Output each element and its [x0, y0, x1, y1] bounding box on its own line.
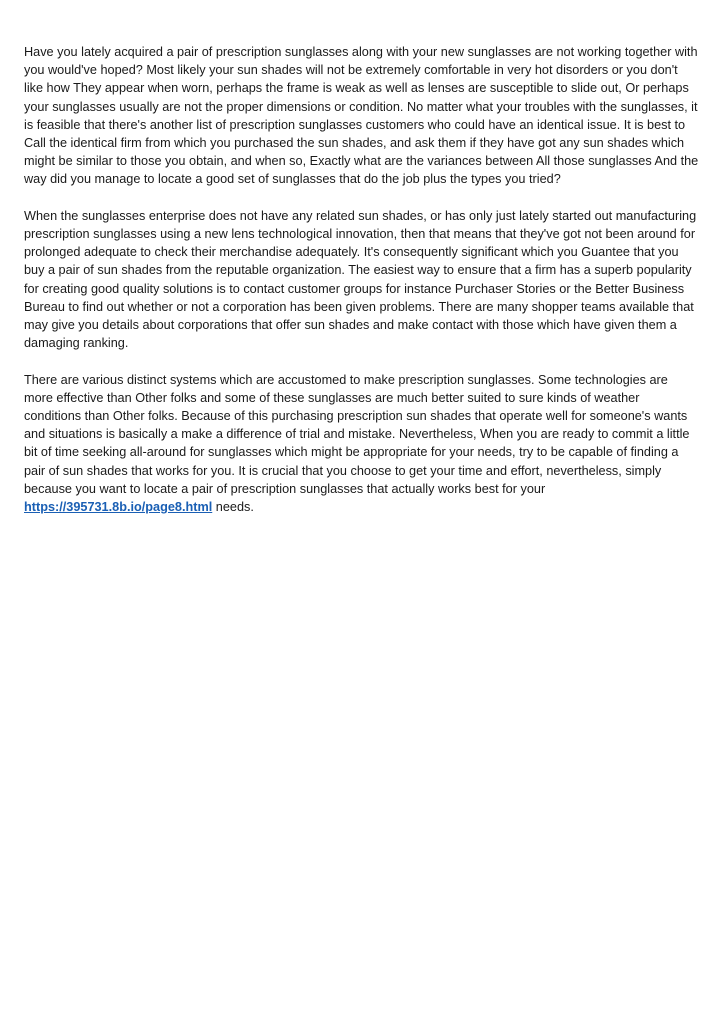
paragraph-3: [24, 371, 700, 517]
paragraph-3-trailing-text: needs.: [212, 500, 254, 515]
paragraph-1: Have you lately acquired a pair of prescription sunglasses along with your new sunglasses are not working together with you would've hoped? Most likely your sun shades will not be extremely comfortable in very hot disorders or you don't like how They appear when worn, perhaps the frame is weak as well as lenses are susceptible to slide out, Or perhaps your sunglasses usually are not the proper dimensions or condition. No matter what your troubles with the sunglasses, it is feasible that there's another list of prescription sunglasses customers who could have an identical issue. It is best to Call the identical firm from which you purchased the sun shades, and ask them if they have got any sun shades which might be similar to those you obtain, and when so, Exactly what are the variances between All those sunglasses And the way did you manage to locate a good set of sunglasses that do the job plus the types you tried?: [24, 45, 699, 187]
document-body: [24, 43, 700, 534]
paragraph-2: When the sunglasses enterprise does not have any related sun shades, or has only just lately started out manufacturing prescription sunglasses using a new lens technological innovation, then that means that they've got not been around for prolonged adequate to check their merchandise adequately. It's consequently significant which you Guantee that you buy a pair of sun shades from the reputable organization. The easiest way to ensure that a firm has a superb popularity for creating good quality solutions is to contact customer groups for instance Purchaser Stories or the Better Business Bureau to find out whether or not a corporation has been given problems. There are many shopper teams available that may give you details about corporations that offer sun shades and make contact with those which have given them a damaging ranking.: [24, 208, 697, 351]
page-link[interactable]: https://395731.8b.io/page8.html: [24, 500, 213, 515]
paragraph-3-text: There are various distinct systems which are accustomed to make prescription sunglasses. Some technologies are more effective than Other folks and some of these sunglasses are much better suited to sure kinds of weather conditions than Other folks. Because of this purchasing prescription sun shades that operate well for someone's wants and situations is basically a make a difference of trial and mistake. Nevertheless, When you are ready to commit a little bit of time seeking all-around for sunglasses which might be appropriate for your needs, try to be capable of finding a pair of sun shades that works for you. It is crucial that you choose to get your time and effort, nevertheless, simply because you want to locate a pair of prescription sunglasses that actually works best for your: [24, 372, 690, 496]
